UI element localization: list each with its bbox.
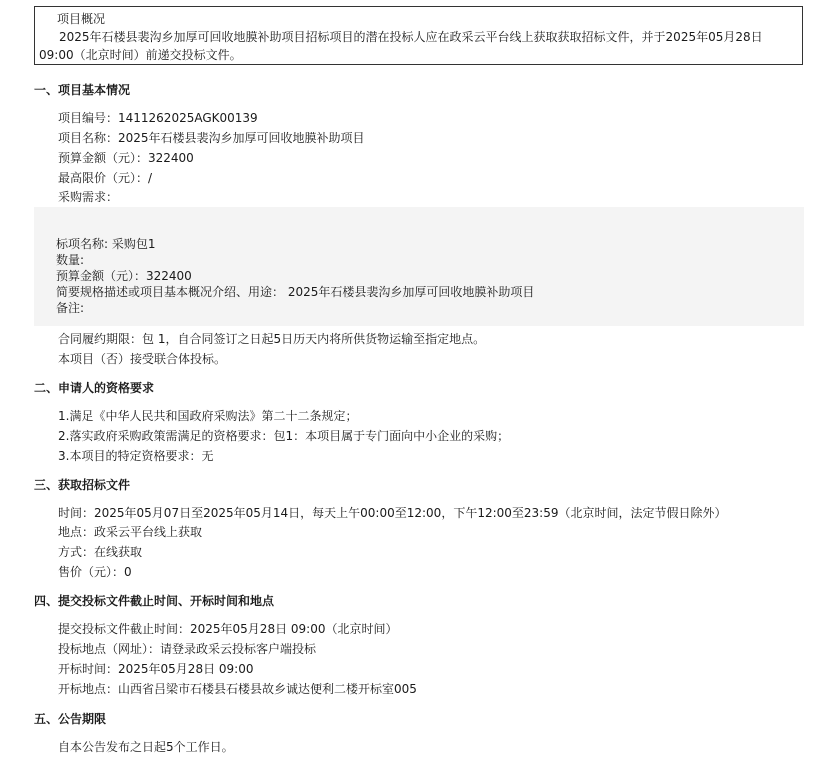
bid-place: 投标地点（网址）：请登录政采云投标客户端投标 [58, 642, 317, 656]
package-description: 简要规格描述或项目基本概况介绍、用途： 2025年石楼县裴沟乡加厚可回收地膜补助项目 [56, 285, 535, 299]
document-price: 售价（元）：0 [58, 565, 132, 579]
section-4-title: 四、提交投标文件截止时间、开标时间和地点 [34, 594, 275, 608]
overview-body: 2025年石楼县裴沟乡加厚可回收地膜补助项目招标项目的潜在投标人应在政采云平台线上获取获取招标文件，并于2025年05月28日 09:00（北京时间）前递交投标文件。 [39, 30, 763, 62]
package-budget: 预算金额（元）：322400 [56, 269, 192, 283]
qualification-item: 1.满足《中华人民共和国政府采购法》第二十二条规定； [58, 409, 358, 423]
budget-amount: 预算金额（元）：322400 [58, 151, 194, 165]
section-5-title: 五、公告期限 [34, 712, 107, 726]
opening-time: 开标时间：2025年05月28日 09:00 [58, 662, 254, 676]
project-name: 项目名称：2025年石楼县裴沟乡加厚可回收地膜补助项目 [58, 131, 365, 145]
obtain-place: 地点：政采云平台线上获取 [58, 525, 203, 539]
obtain-method: 方式：在线获取 [58, 545, 143, 559]
consortium-note: 本项目（否）接受联合体投标。 [58, 352, 227, 366]
package-quantity: 数量: [56, 253, 85, 267]
max-price: 最高限价（元）：/ [58, 171, 153, 185]
qualification-item: 2.落实政府采购政策需满足的资格要求：包1：本项目属于专门面向中小企业的采购； [58, 429, 510, 443]
package-name: 标项名称: 采购包1 [56, 237, 156, 251]
section-3-title: 三、获取招标文件 [34, 478, 131, 492]
procurement-package-box [34, 207, 804, 326]
announcement-period: 自本公告发布之日起5个工作日。 [58, 740, 234, 754]
section-1-title: 一、项目基本情况 [34, 83, 131, 97]
overview-box [34, 6, 803, 65]
package-remark: 备注: [56, 301, 85, 315]
section-2-title: 二、申请人的资格要求 [34, 381, 155, 395]
qualification-item: 3.本项目的特定资格要求：无 [58, 449, 214, 463]
bid-deadline: 提交投标文件截止时间：2025年05月28日 09:00（北京时间） [58, 622, 398, 636]
obtain-time: 时间：2025年05月07日至2025年05月14日，每天上午00:00至12:00，下午12:00至23:59（北京时间，法定节假日除外） [58, 506, 727, 520]
project-number: 项目编号：1411262025AGK00139 [58, 111, 258, 125]
contract-period: 合同履约期限：包 1，自合同签订之日起5日历天内将所供货物运输至指定地点。 [58, 332, 486, 346]
procurement-need-label: 采购需求： [58, 190, 119, 204]
opening-place: 开标地点：山西省吕梁市石楼县石楼县故乡诚达便利二楼开标室005 [58, 682, 417, 696]
overview-title: 项目概况 [57, 12, 106, 26]
